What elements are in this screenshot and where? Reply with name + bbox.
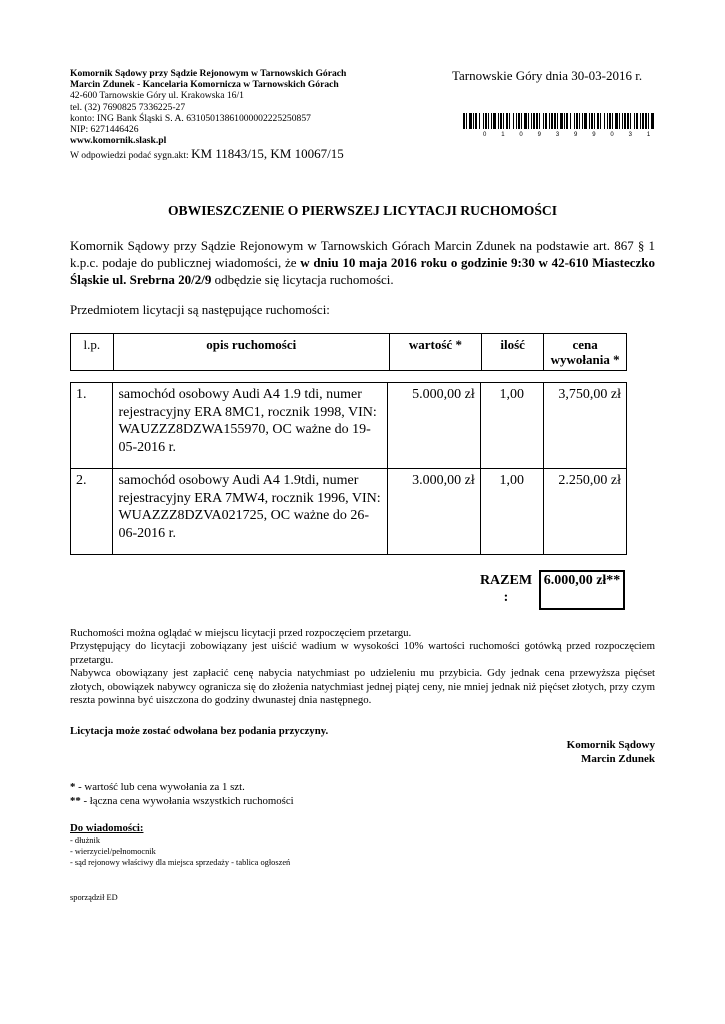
item-lp: 2. [71, 469, 113, 555]
item-desc: samochód osobowy Audi A4 1.9 tdi, numer rejestracyjny ERA 8MC1, rocznik 1998, VIN: WAUZZZ8DZWA155970, OC ważne do 19-05-2016 r. [113, 383, 388, 469]
office-name: Komornik Sądowy przy Sądzie Rejonowym w Tarnowskich Górach [70, 68, 347, 79]
footnote-1-mark: * [70, 781, 76, 793]
header-value: wartość * [389, 334, 481, 371]
signature-title: Komornik Sądowy [566, 739, 655, 751]
footnote-2-text: - łączna cena wywołania wszystkich ruchomości [80, 795, 294, 807]
bailiff-line: Marcin Zdunek - Kancelaria Komornicza w Tarnowskich Górach [70, 79, 339, 91]
list-item: - sąd rejonowy właściwy dla miejsca sprzedaży - tablica ogłoszeń [70, 858, 291, 867]
header-price: cena wywołania * [544, 334, 627, 371]
header-qty: ilość [481, 334, 543, 371]
items-table-header [70, 333, 627, 371]
subject-line: Przedmiotem licytacji są następujące ruchomości: [70, 302, 330, 317]
intro-auction-details: w dniu 10 maja 2016 roku o godzinie 9:30 w 42-610 Miasteczko Śląskie ul. Srebrna 20/2/9 [70, 255, 655, 287]
footnote-2 [70, 794, 294, 808]
item-value: 5.000,00 zł [388, 383, 481, 469]
notes [70, 627, 655, 707]
signature-block [567, 738, 655, 766]
case-reference [70, 148, 346, 161]
signature-name: Marcin Zdunek [580, 753, 655, 765]
footnote-2-mark: ** [70, 795, 81, 807]
total-value: 6.000,00 zł** [539, 570, 625, 610]
item-qty: 1,00 [480, 383, 543, 469]
item-price: 2.250,00 zł [543, 469, 626, 555]
case-reference-label: W odpowiedzi podać sygn.akt: [70, 150, 189, 162]
item-price: 3,750,00 zł [543, 383, 626, 469]
cancel-note: Licytacja może zostać odwołana bez podania przyczyny. [70, 725, 329, 737]
office-address: 42-600 Tarnowskie Góry ul. Krakowska 16/1 [70, 90, 244, 102]
place-date: Tarnowskie Góry dnia 30-03-2016 r. [452, 68, 643, 83]
header-lp: l.p. [71, 334, 114, 371]
intro-text-1: Komornik Sądowy przy Sądzie Rejonowym w Tarnowskich Górach Marcin Zdunek na podstawie art. 867 § 1 k.p.c. podaje do publicznej wiadomości, że [70, 238, 655, 270]
header-desc: opis ruchomości [113, 334, 389, 371]
intro-paragraph [70, 237, 655, 288]
intro-text-2: odbędzie się licytacja ruchomości. [211, 272, 394, 287]
barcode-bars [463, 113, 654, 129]
prepared-by: sporządził ED [70, 893, 118, 902]
distribution-heading: Do wiadomości: [70, 822, 144, 834]
footnote-1-text: - wartość lub cena wywołania za 1 szt. [75, 781, 245, 793]
distribution-list [70, 822, 290, 868]
case-reference-value: KM 11843/15, KM 10067/15 [191, 146, 344, 162]
list-item: - wierzyciel/pełnomocnik [70, 847, 156, 856]
sender-header [70, 68, 346, 162]
website-link[interactable]: www.komornik.slask.pl [70, 135, 167, 147]
total-label: RAZEM : [479, 573, 533, 605]
barcode-digits: 0 1 0 9 3 9 9 0 3 1 [483, 132, 657, 138]
document-title: OBWIESZCZENIE O PIERWSZEJ LICYTACJI RUCHOMOŚCI [167, 203, 558, 218]
table-row [71, 469, 627, 555]
item-value: 3.000,00 zł [388, 469, 481, 555]
item-desc: samochód osobowy Audi A4 1.9tdi, numer rejestracyjny ERA 7MW4, rocznik 1996, VIN: WUAZZZ8DZVA021725, OC ważne do 26-06-2016 r. [113, 469, 388, 555]
list-item: - dłużnik [70, 836, 101, 845]
nip-number: NIP: 6271446426 [70, 124, 139, 136]
item-lp: 1. [71, 383, 113, 469]
barcode [463, 113, 657, 138]
footnote-1 [70, 780, 294, 794]
bank-account: konto: ING Bank Śląski S. A. 63105013861000002225250857 [70, 112, 311, 124]
office-phone: tel. (32) 7690825 7336225-27 [70, 101, 186, 113]
footnotes [70, 780, 294, 808]
items-table [70, 382, 627, 555]
note-viewing: Ruchomości można oglądać w miejscu licytacji przed rozpoczęciem przetargu. [70, 627, 412, 639]
note-payment: Nabywca obowiązany jest zapłacić cenę nabycia natychmiast po udzieleniu mu przybicia. Gdy jednak cena przewyższa pięćset złotych, obowiązek nabywcy ogranicza się do złożenia natychmiast jednej piątej ceny, nie mniej jednak niż pięćset złotych, przy czym reszta powinna być uiszczona do godziny dwunastej dnia następnego. [70, 667, 655, 707]
note-deposit: Przystępujący do licytacji zobowiązany jest uiścić wadium w wysokości 10% wartości ruchomości gotówką przed rozpoczęciem przetargu. [70, 640, 655, 666]
item-qty: 1,00 [480, 469, 543, 555]
table-row [71, 383, 627, 469]
